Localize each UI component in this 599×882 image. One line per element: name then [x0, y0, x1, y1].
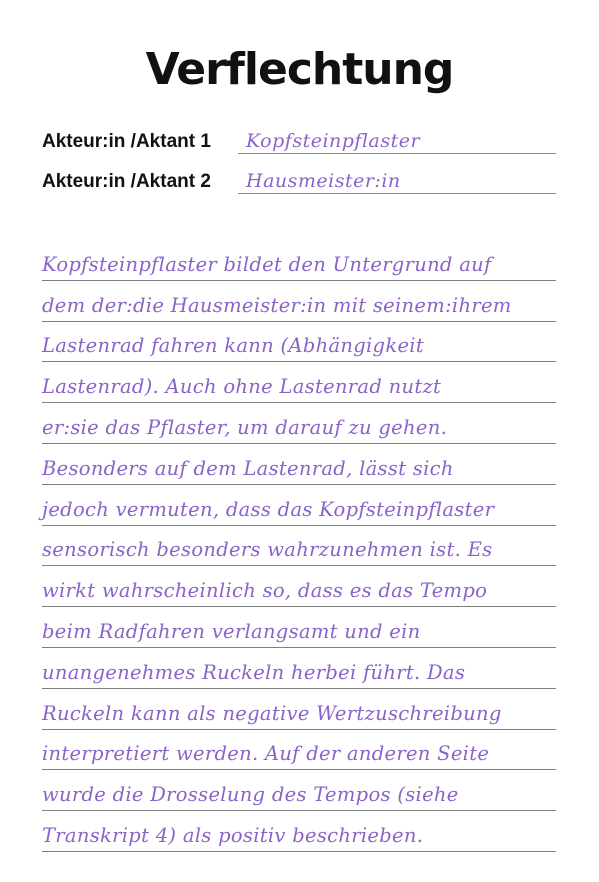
handwritten-line: jedoch vermuten, dass das Kopfsteinpflaster	[42, 497, 495, 521]
ruled-line	[42, 689, 556, 730]
handwritten-line: wirkt wahrscheinlich so, dass es das Tempo	[42, 579, 488, 603]
ruled-line	[42, 811, 556, 852]
ruled-line	[42, 322, 556, 363]
handwritten-line: unangenehmes Ruckeln herbei führt. Das	[42, 660, 466, 684]
handwritten-line: Ruckeln kann als negative Wertzuschreibung	[42, 701, 502, 725]
ruled-line	[42, 730, 556, 771]
handwritten-line: Transkript 4) als positiv beschrieben.	[42, 823, 424, 847]
actor-row-2	[42, 168, 556, 196]
ruled-line	[42, 403, 556, 444]
ruled-line	[42, 444, 556, 485]
page-title: Verflechtung	[145, 44, 454, 95]
ruled-line	[42, 770, 556, 811]
handwritten-line: dem der:die Hausmeister:in mit seinem:ihrem	[42, 293, 512, 317]
ruled-line	[42, 485, 556, 526]
actor-label-2: Akteur:in /Aktant 2	[42, 171, 211, 192]
actor-value-2[interactable]: Hausmeister:in	[246, 170, 401, 192]
actor-line-2	[238, 193, 556, 194]
ruled-line	[42, 648, 556, 689]
handwritten-line: beim Radfahren verlangsamt und ein	[42, 619, 421, 643]
ruled-line	[42, 607, 556, 648]
actor-line-1	[238, 153, 556, 154]
handwritten-line: interpretiert werden. Auf der anderen Seite	[42, 742, 490, 766]
handwritten-line: sensorisch besonders wahrzunehmen ist. Es	[42, 538, 493, 562]
ruled-line	[42, 281, 556, 322]
actor-value-1[interactable]: Kopfsteinpflaster	[246, 130, 421, 152]
handwritten-text-block[interactable]	[42, 240, 562, 852]
handwritten-line: er:sie das Pflaster, um darauf zu gehen.	[42, 415, 448, 439]
actor-row-1	[42, 128, 556, 156]
handwritten-line: Besonders auf dem Lastenrad, lässt sich	[42, 456, 454, 480]
handwritten-line: wurde die Drosselung des Tempos (siehe	[42, 783, 459, 807]
ruled-line	[42, 362, 556, 403]
handwritten-line: Lastenrad fahren kann (Abhängigkeit	[42, 334, 424, 358]
ruled-line	[42, 566, 556, 607]
ruled-line	[42, 526, 556, 567]
handwritten-line: Kopfsteinpflaster bildet den Untergrund auf	[42, 252, 492, 276]
ruled-line	[42, 240, 556, 281]
actor-label-1: Akteur:in /Aktant 1	[42, 131, 211, 152]
handwritten-line: Lastenrad). Auch ohne Lastenrad nutzt	[42, 375, 442, 399]
